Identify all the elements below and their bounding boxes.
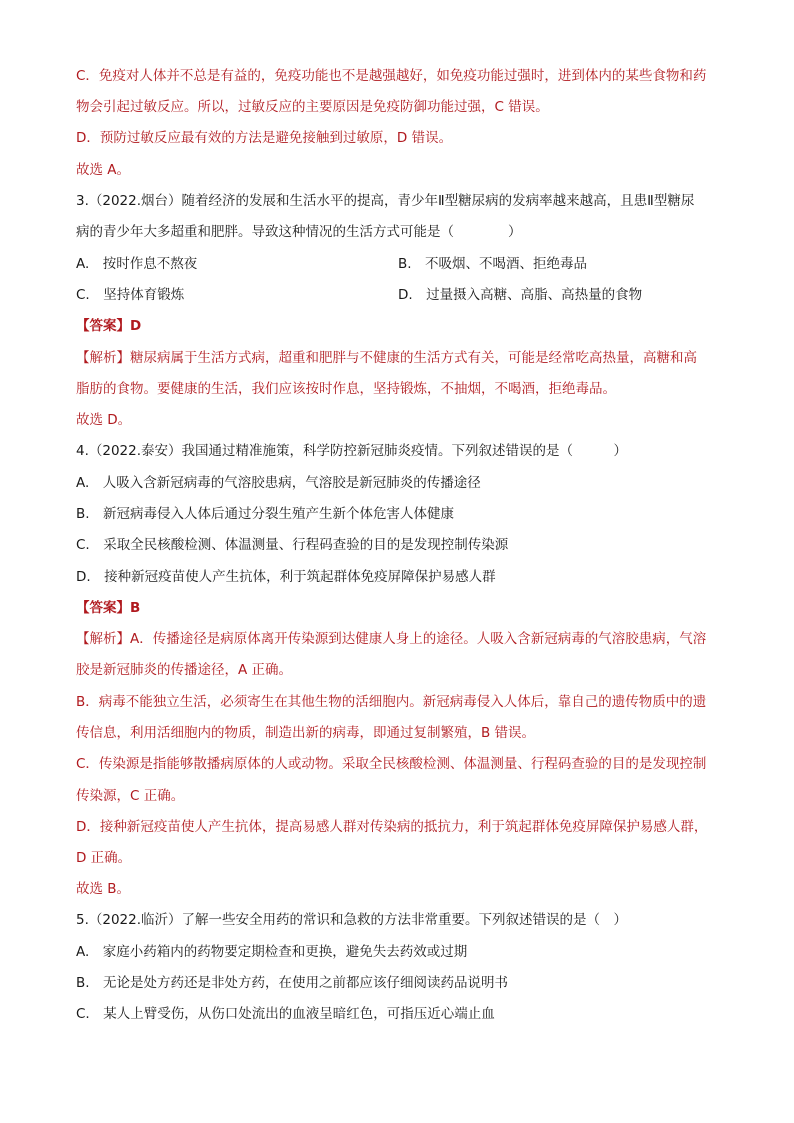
question-4-analysis-a-line1: 【解析】A．传播途径是病原体离开传染源到达健康人身上的途径。人吸入含新冠病毒的气溶胶患病，气溶 [76,631,707,647]
question-4-stem: 4.（2022.泰安）我国通过精准施策，科学防控新冠肺炎疫情。下列叙述错误的是（ ） [76,443,628,459]
question-3-option-a: A. 按时作息不熬夜 [76,256,198,272]
question-3-choose: 故选 D。 [76,412,132,428]
question-3-stem-line2: 病的青少年大多超重和肥胖。导致这种情况的生活方式可能是（ ） [76,224,522,240]
question-4-choose: 故选 B。 [76,881,131,897]
question-3-option-b: B. 不吸烟、不喝酒、拒绝毒品 [398,256,588,272]
question-4-analysis-b-line1: B．病毒不能独立生活，必须寄生在其他生物的活细胞内。新冠病毒侵入人体后，靠自己的遗传物质中的遗 [76,694,707,710]
question-4-option-c: C. 采取全民核酸检测、体温测量、行程码查验的目的是发现控制传染源 [76,537,509,553]
question-3-option-c: C. 坚持体育锻炼 [76,287,185,303]
question-4-option-a: A. 人吸入含新冠病毒的气溶胶患病，气溶胶是新冠肺炎的传播途径 [76,475,481,491]
choose-line: 故选 A。 [76,162,131,178]
question-5-option-c: C. 某人上臂受伤，从伤口处流出的血液呈暗红色，可指压近心端止血 [76,1006,495,1022]
question-4-analysis-d-line1: D．接种新冠疫苗使人产生抗体，提高易感人群对传染病的抵抗力，利于筑起群体免疫屏障保护易感人群， [76,819,708,835]
analysis-c-line1: C．免疫对人体并不总是有益的，免疫功能也不是越强越好，如免疫功能过强时，进到体内的某些食物和药 [76,68,707,84]
question-5-option-b: B. 无论是处方药还是非处方药，在使用之前都应该仔细阅读药品说明书 [76,975,509,991]
question-3-answer: 【答案】D [76,318,142,334]
question-4-option-d: D. 接种新冠疫苗使人产生抗体，利于筑起群体免疫屏障保护易感人群 [76,569,496,585]
question-4-analysis-c-line2: 传染源，C 正确。 [76,788,185,804]
analysis-c-line2: 物会引起过敏反应。所以，过敏反应的主要原因是免疫防御功能过强，C 错误。 [76,99,549,115]
question-3-analysis-line1: 【解析】糖尿病属于生活方式病，超重和肥胖与不健康的生活方式有关，可能是经常吃高热量，高糖和高 [76,350,697,366]
question-4-answer: 【答案】B [76,600,141,616]
question-4-analysis-b-line2: 传信息，利用活细胞内的物质，制造出新的病毒，即通过复制繁殖，B 错误。 [76,725,536,741]
question-3-option-d: D. 过量摄入高糖、高脂、高热量的食物 [398,287,643,303]
question-4-analysis-c-line1: C．传染源是指能够散播病原体的人或动物。采取全民核酸检测、体温测量、行程码查验的目的是发现控制 [76,756,707,772]
question-4-analysis-a-line2: 胶是新冠肺炎的传播途径，A 正确。 [76,662,293,678]
question-5-stem: 5.（2022.临沂）了解一些安全用药的常识和急救的方法非常重要。下列叙述错误的是（ ） [76,912,628,928]
question-4-option-b: B. 新冠病毒侵入人体后通过分裂生殖产生新个体危害人体健康 [76,506,455,522]
analysis-d-line: D．预防过敏反应最有效的方法是避免接触到过敏原，D 错误。 [76,130,453,146]
question-4-analysis-d-line2: D 正确。 [76,850,132,866]
question-3-analysis-line2: 脂肪的食物。要健康的生活，我们应该按时作息，坚持锻炼，不抽烟，不喝酒，拒绝毒品。 [76,381,616,397]
question-3-stem-line1: 3.（2022.烟台）随着经济的发展和生活水平的提高，青少年Ⅱ型糖尿病的发病率越来越高，且患Ⅱ型糖尿 [76,193,695,209]
question-5-option-a: A. 家庭小药箱内的药物要定期检查和更换，避免失去药效或过期 [76,944,468,960]
